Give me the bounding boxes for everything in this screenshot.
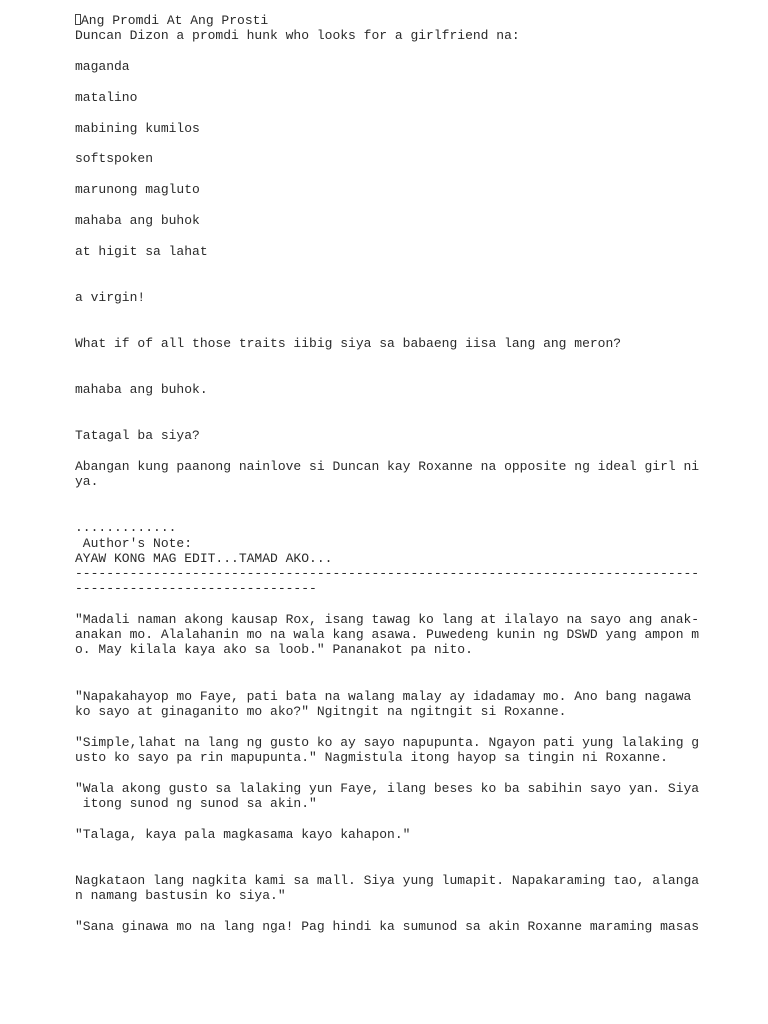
text-line: Duncan Dizon a promdi hunk who looks for a girlfriend na:	[75, 28, 520, 43]
text-line: AYAW KONG MAG EDIT...TAMAD AKO...	[75, 551, 333, 566]
text-line: What if of all those traits iibig siya sa babaeng iisa lang ang meron?	[75, 336, 622, 351]
text-line: Nagkataon lang nagkita kami sa mall. Siya yung lumapit. Napakaraming tao, alanga	[75, 873, 700, 888]
text-line: Author's Note:	[75, 536, 193, 551]
text-line: "Simple,lahat na lang ng gusto ko ay sayo napupunta. Ngayon pati yung lalaking g	[75, 735, 700, 750]
text-line: itong sunod ng sunod sa akin."	[75, 796, 317, 811]
document-title-text: Ang Promdi At Ang Prosti	[81, 13, 269, 28]
text-line: Tatagal ba siya?	[75, 428, 200, 443]
text-line: usto ko sayo pa rin mapupunta." Nagmistula itong hayop sa tingin ni Roxanne.	[75, 750, 668, 765]
text-line: Abangan kung paanong nainlove si Duncan kay Roxanne na opposite ng ideal girl ni	[75, 459, 700, 474]
text-line: "Talaga, kaya pala magkasama kayo kahapon."	[75, 827, 411, 842]
text-line: --------------------------------------------------------------------------------	[75, 566, 700, 581]
text-line: maganda	[75, 59, 130, 74]
text-line: ko sayo at ginaganito mo ako?" Ngitngit na ngitngit si Roxanne.	[75, 704, 567, 719]
text-line: o. May kilala kaya ako sa loob." Pananakot pa nito.	[75, 642, 473, 657]
text-line: n namang bastusin ko siya."	[75, 888, 286, 903]
text-line: mabining kumilos	[75, 121, 200, 136]
text-line: .............	[75, 520, 177, 535]
document-title	[75, 13, 268, 28]
text-line: anakan mo. Alalahanin mo na wala kang asawa. Puwedeng kunin ng DSWD yang ampon m	[75, 627, 700, 642]
text-line: at higit sa lahat	[75, 244, 208, 259]
text-line: mahaba ang buhok.	[75, 382, 208, 397]
text-line: marunong magluto	[75, 182, 200, 197]
text-line: matalino	[75, 90, 138, 105]
text-line: -------------------------------	[75, 581, 317, 596]
text-line: softspoken	[75, 151, 154, 166]
text-line: "Wala akong gusto sa lalaking yun Faye, ilang beses ko ba sabihin sayo yan. Siya	[75, 781, 700, 796]
text-line: a virgin!	[75, 290, 146, 305]
text-line: "Madali naman akong kausap Rox, isang tawag ko lang at ilalayo na sayo ang anak-	[75, 612, 700, 627]
text-line: "Sana ginawa mo na lang nga! Pag hindi ka sumunod sa akin Roxanne maraming masas	[75, 919, 700, 934]
text-line: "Napakahayop mo Faye, pati bata na walang malay ay idadamay mo. Ano bang nagawa	[75, 689, 692, 704]
text-line: ya.	[75, 474, 99, 489]
text-line: mahaba ang buhok	[75, 213, 200, 228]
